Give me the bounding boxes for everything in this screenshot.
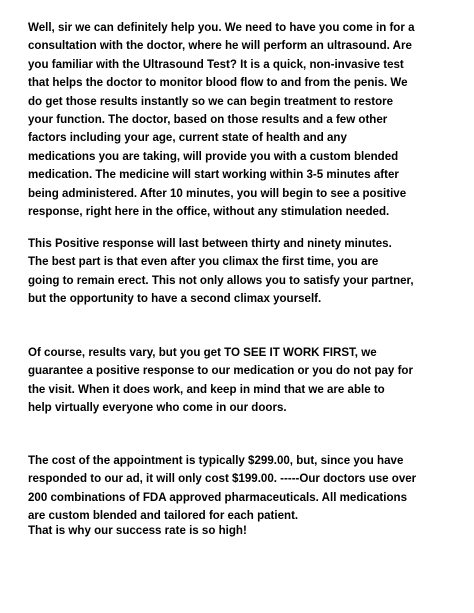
paragraph-positive-response — [28, 235, 448, 309]
text-line: The best part is that even after you climax the first time, you are — [28, 256, 379, 269]
text-line: that helps the doctor to monitor blood flow to and from the penis. We — [28, 77, 408, 90]
text-line: are custom blended and tailored for each patient. — [28, 510, 299, 523]
text-line: Well, sir we can definitely help you. We need to have you come in for a — [28, 22, 415, 34]
text-line: do get those results instantly so we can begin treatment to restore — [28, 95, 394, 108]
text-line: responded to our ad, it will only cost $199.00. -----Our doctors use over — [28, 473, 417, 486]
text-line: factors including your age, current state of health and any — [28, 132, 347, 145]
text-line: the visit. When it does work, and keep in mind that we are able to — [28, 383, 385, 396]
text-line: Of course, results vary, but you get TO SEE IT WORK FIRST, we — [28, 347, 377, 359]
text-line: 200 combinations of FDA approved pharmaceuticals. All medications — [28, 491, 408, 504]
text-line: your function. The doctor, based on those results and a few other — [28, 113, 388, 126]
text-line: going to remain erect. This not only allows you to satisfy your partner, — [28, 274, 414, 287]
text-line: That is why our success rate is so high! — [28, 525, 247, 537]
paragraph-consultation — [28, 19, 448, 221]
text-line: you familiar with the Ultrasound Test? It is a quick, non-invasive test — [28, 58, 404, 71]
text-line: response, right here in the office, without any stimulation needed. — [28, 205, 390, 218]
text-line: medication. The medicine will start working within 3-5 minutes after — [28, 169, 399, 182]
paragraph-cost — [28, 452, 448, 526]
text-line: medications you are taking, will provide you with a custom blended — [28, 150, 399, 163]
text-line: but the opportunity to have a second climax yourself. — [28, 293, 322, 306]
paragraph-success-rate — [28, 522, 448, 540]
paragraph-guarantee — [28, 344, 448, 418]
text-line: The cost of the appointment is typically $299.00, but, since you have — [28, 455, 404, 467]
text-line: This Positive response will last between thirty and ninety minutes. — [28, 238, 392, 250]
text-line: help virtually everyone who come in our doors. — [28, 402, 287, 415]
text-line: consultation with the doctor, where he will perform an ultrasound. Are — [28, 40, 412, 53]
text-line: guarantee a positive response to our medication or you do not pay for — [28, 365, 413, 378]
text-line: being administered. After 10 minutes, you will begin to see a positive — [28, 187, 407, 200]
